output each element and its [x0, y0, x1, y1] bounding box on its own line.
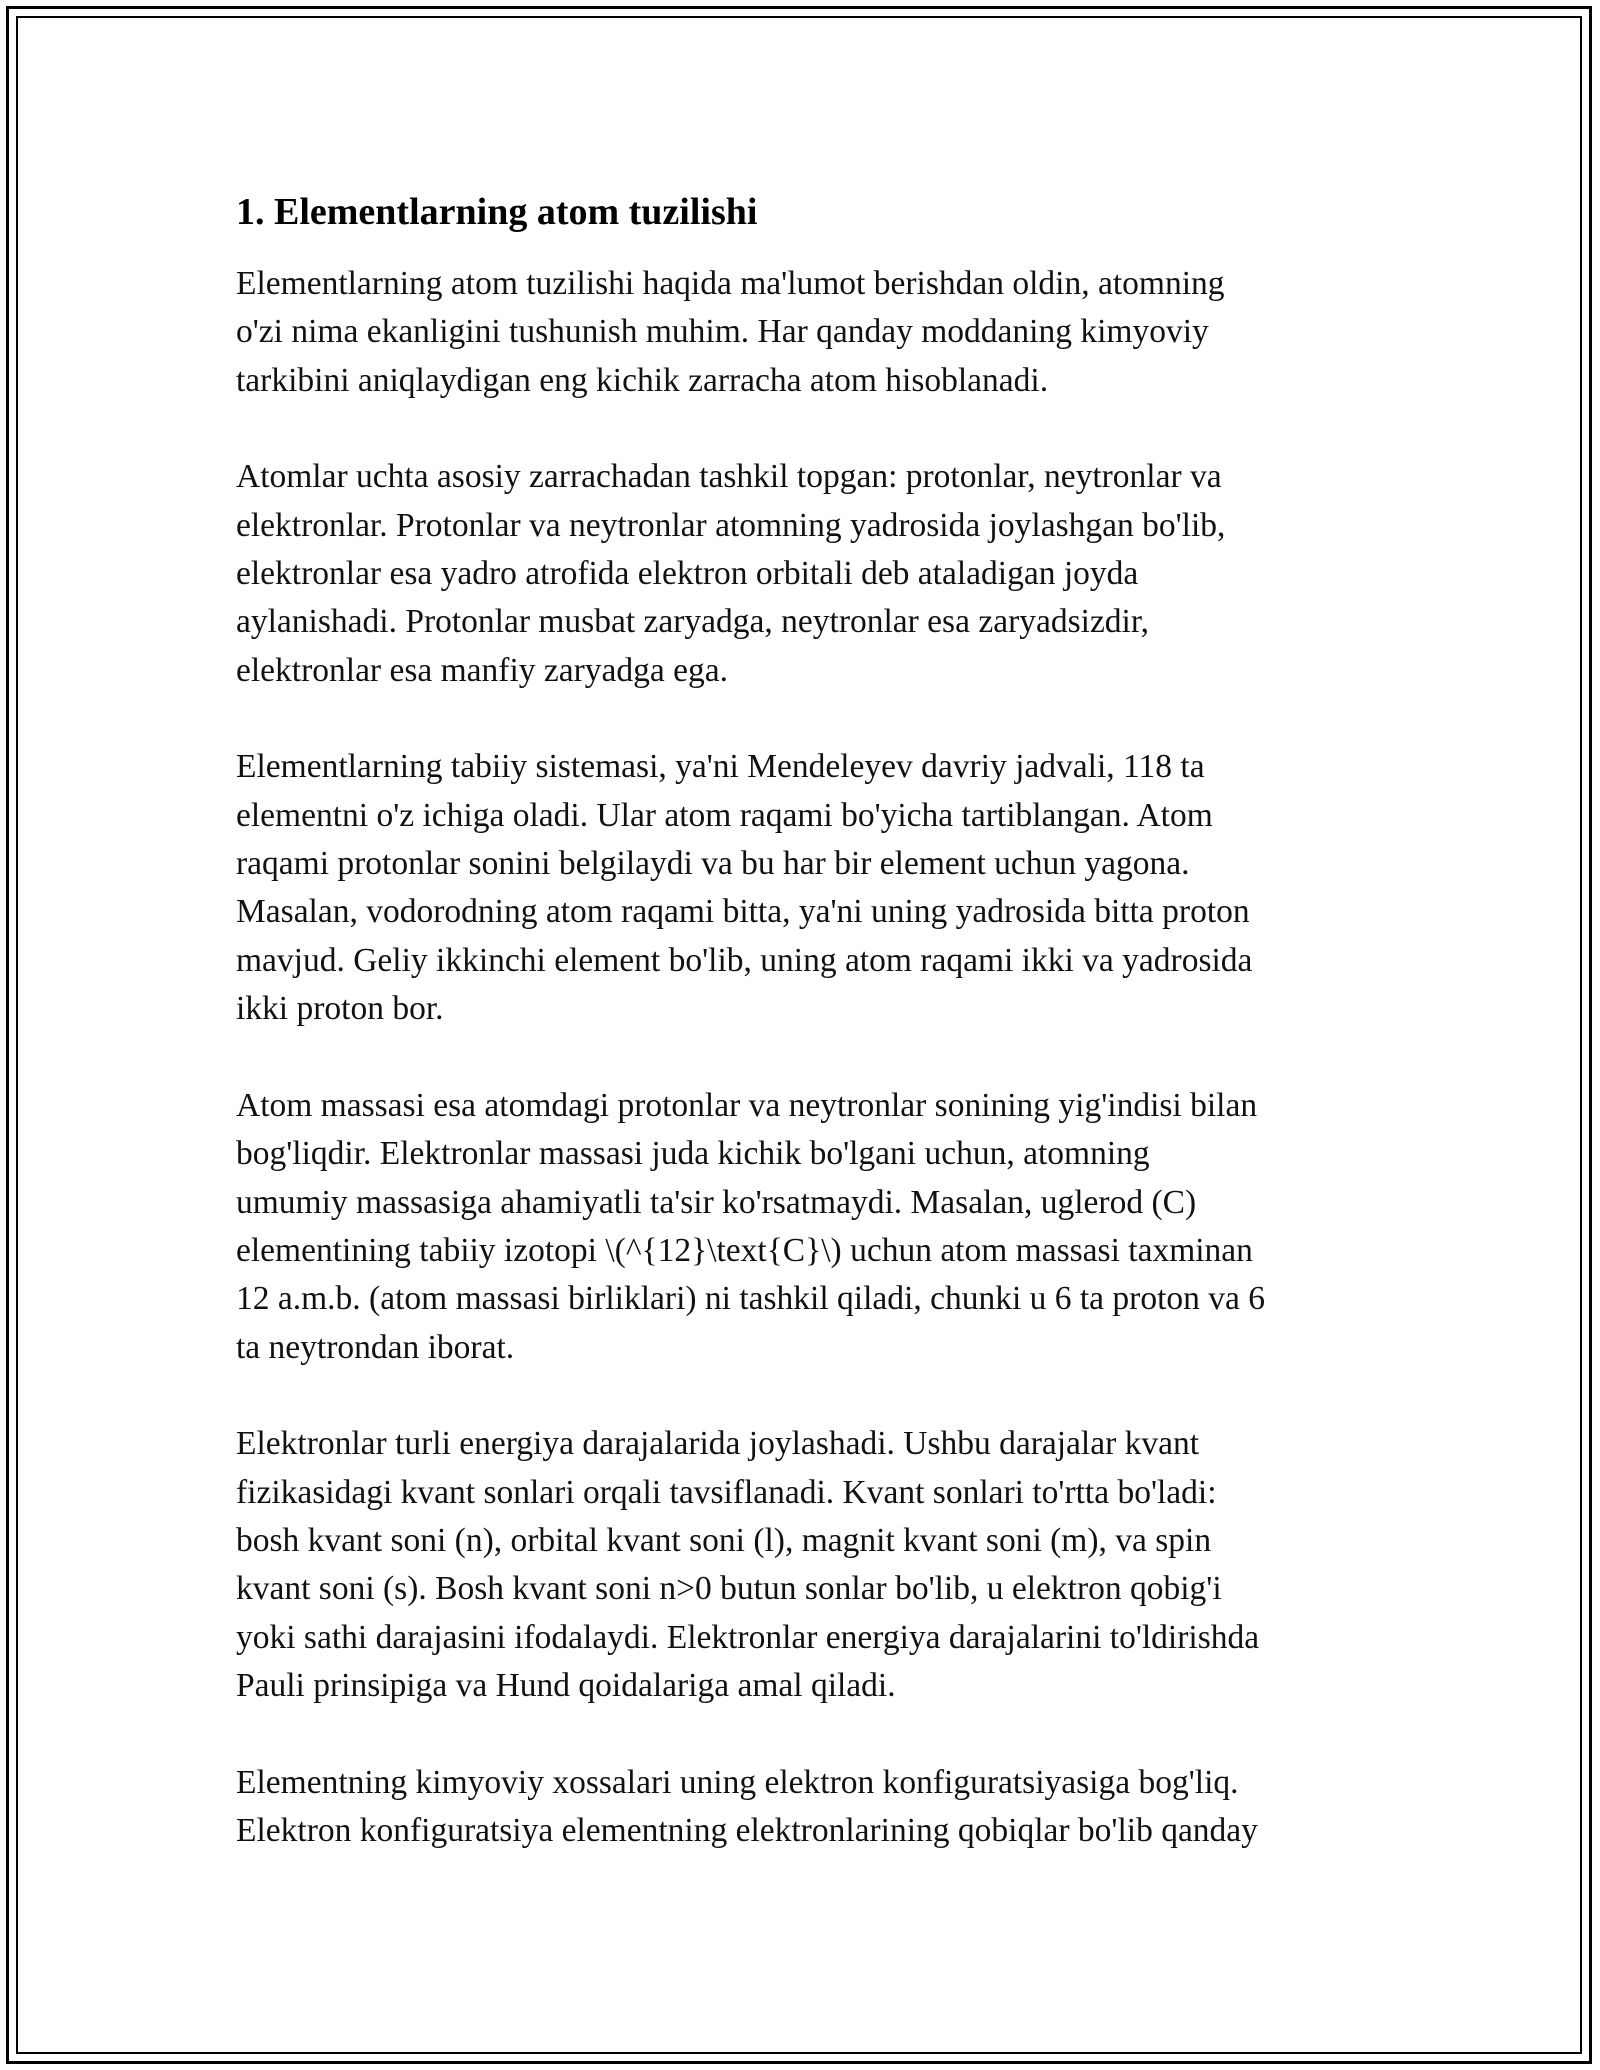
paragraph-line: elektronlar esa manfiy zaryadga ega.	[236, 651, 728, 689]
paragraph-line: Elementning kimyoviy xossalari uning elektron konfiguratsiyasiga bog'liq.	[236, 1763, 1239, 1801]
paragraph-line: Elementlarning atom tuzilishi haqida ma'lumot berishdan oldin, atomning	[236, 265, 1225, 302]
paragraph-line: bog'liqdir. Elektronlar massasi juda kichik bo'lgani uchun, atomning	[236, 1135, 1150, 1173]
paragraph-line: ikki proton bor.	[236, 990, 444, 1028]
paragraph-5	[236, 1420, 1366, 1710]
document-body	[236, 186, 1366, 1855]
paragraph-1	[236, 260, 1366, 405]
paragraph-line: elektronlar esa yadro atrofida elektron orbitali deb ataladigan joyda	[236, 555, 1139, 593]
paragraph-line: Elektron konfiguratsiya elementning elektronlarining qobiqlar bo'lib qanday	[236, 1811, 1258, 1849]
paragraph-line: yoki sathi darajasini ifodalaydi. Elektronlar energiya darajalarini to'ldirishda	[236, 1618, 1260, 1656]
paragraph-6	[236, 1759, 1366, 1856]
paragraph-line: 12 a.m.b. (atom massasi birliklari) ni tashkil qiladi, chunki u 6 ta proton va 6	[236, 1280, 1266, 1318]
paragraph-3	[236, 743, 1366, 1033]
paragraph-line: ta neytrondan iborat.	[236, 1328, 515, 1366]
paragraph-line: fizikasidagi kvant sonlari orqali tavsiflanadi. Kvant sonlari to'rtta bo'ladi:	[236, 1473, 1217, 1511]
paragraph-2	[236, 453, 1366, 695]
paragraph-line: Elementlarning tabiiy sistemasi, ya'ni Mendeleyev davriy jadvali, 118 ta	[236, 748, 1205, 786]
paragraph-line: elektronlar. Protonlar va neytronlar atomning yadrosida joylashgan bo'lib,	[236, 506, 1226, 544]
section-heading: 1. Elementlarning atom tuzilishi	[236, 191, 758, 233]
paragraph-line: kvant soni (s). Bosh kvant soni n>0 butun sonlar bo'lib, u elektron qobig'i	[236, 1570, 1222, 1608]
paragraph-line: elementining tabiiy izotopi \(^{12}\text{C}\) uchun atom massasi taxminan	[236, 1231, 1253, 1269]
paragraph-line: Masalan, vodorodning atom raqami bitta, ya'ni uning yadrosida bitta proton	[236, 893, 1250, 931]
paragraph-line: tarkibini aniqlaydigan eng kichik zarracha atom hisoblanadi.	[236, 361, 1049, 399]
paragraph-line: aylanishadi. Protonlar musbat zaryadga, neytronlar esa zaryadsizdir,	[236, 603, 1150, 641]
paragraph-line: Atom massasi esa atomdagi protonlar va neytronlar sonining yig'indisi bilan	[236, 1086, 1258, 1124]
paragraph-line: raqami protonlar sonini belgilaydi va bu har bir element uchun yagona.	[236, 845, 1190, 883]
paragraph-line: Elektronlar turli energiya darajalarida joylashadi. Ushbu darajalar kvant	[236, 1425, 1200, 1463]
paragraph-4	[236, 1082, 1366, 1372]
paragraph-line: elementni o'z ichiga oladi. Ular atom raqami bo'yicha tartiblangan. Atom	[236, 796, 1213, 834]
paragraph-line: Pauli prinsipiga va Hund qoidalariga amal qiladi.	[236, 1667, 896, 1705]
paragraph-line: bosh kvant soni (n), orbital kvant soni (l), magnit kvant soni (m), va spin	[236, 1521, 1212, 1559]
paragraph-line: Atomlar uchta asosiy zarrachadan tashkil topgan: protonlar, neytronlar va	[236, 458, 1222, 496]
paragraph-line: mavjud. Geliy ikkinchi element bo'lib, uning atom raqami ikki va yadrosida	[236, 941, 1253, 979]
paragraph-line: o'zi nima ekanligini tushunish muhim. Har qanday moddaning kimyoviy	[236, 313, 1209, 351]
paragraph-line: umumiy massasiga ahamiyatli ta'sir ko'rsatmaydi. Masalan, uglerod (C)	[236, 1183, 1197, 1221]
